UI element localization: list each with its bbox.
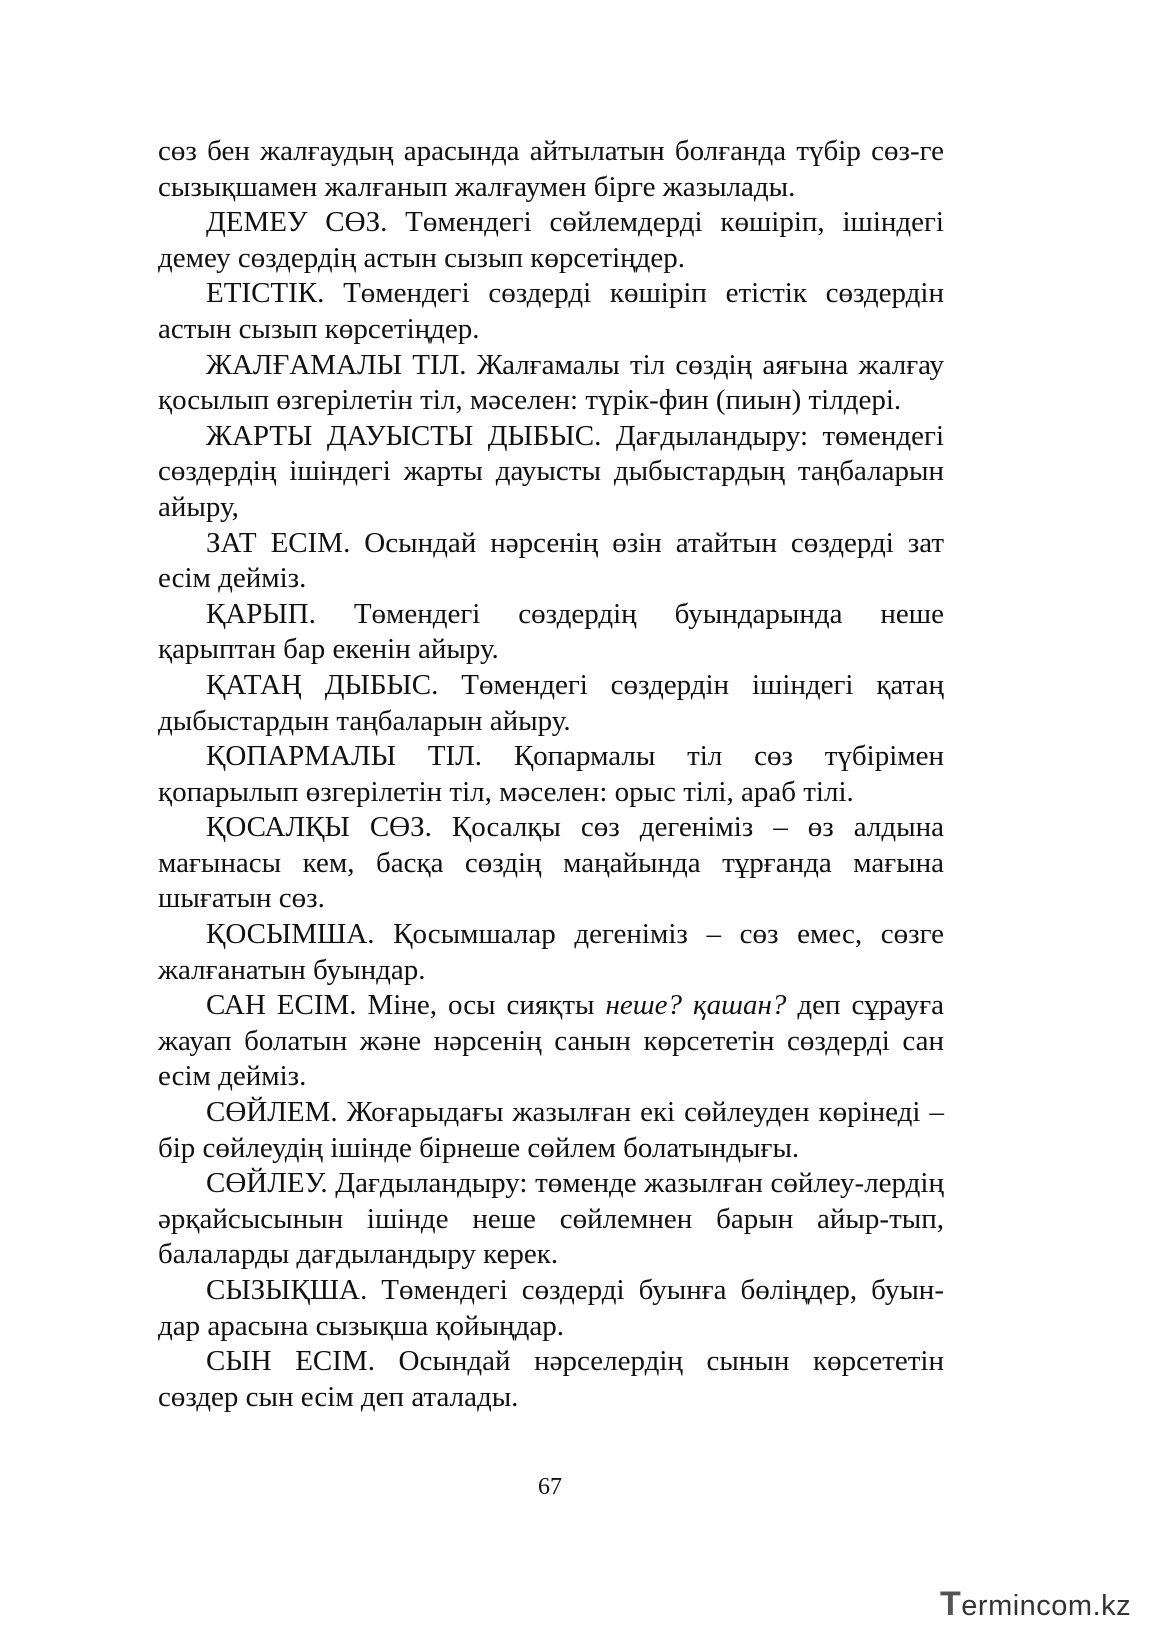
paragraph-koparmaly-til: ҚОПАРМАЛЫ ТІЛ. Қопармалы тіл сөз түбірімен қопарылып өзгерілетін тіл, мәселен: орыс тілі, араб тілі.: [158, 740, 944, 808]
paragraph-katan-dybys: ҚАТАҢ ДЫБЫС. Төмендегі сөздердін ішіндегі қатаң дыбыстардын таңбаларын айыру.: [158, 668, 944, 737]
san-esim-text-start: САН ЕСІМ. Міне, осы сияқты: [206, 989, 606, 1022]
paragraph-karyp: ҚАРЫП. Төмендегі сөздердің буындарында неше қарыптан бар екенін айыру.: [158, 597, 944, 666]
paragraph-san-esim: [158, 988, 944, 1095]
paragraph-soileu: СӨЙЛЕУ. Дағдыландыру: төменде жазылған сөйлеу-лердің әрқайсысынын ішінде неше сөйлемнен барын айыр-тып, балаларды дағдыландыру керек.: [158, 1167, 944, 1271]
page-number: 67: [538, 1474, 562, 1500]
paragraph-soilem: СӨЙЛЕМ. Жоғарыдағы жазылған екі сөйлеуден көрінеді – бір сөйлеудің ішінде бірнеше сөйлем болатындығы.: [158, 1096, 944, 1164]
paragraph-etistik: ЕТІСТІК. Төмендегі сөздерді көшіріп етістік сөздердін астын сызып көрсетіңдер.: [158, 277, 944, 345]
paragraph-syzyksha: СЫЗЫҚША. Төмендегі сөздерді буынға бөліңдер, буын-дар арасына сызықша қойыңдар.: [158, 1274, 944, 1342]
paragraph-zhalgamaly-til: ЖАЛҒАМАЛЫ ТІЛ. Жалғамалы тіл сөздің аяғына жалғау қосылып өзгерілетін тіл, мәселен: түрік-фин (пиын) тілдері.: [158, 348, 944, 417]
page-body: [158, 134, 944, 1415]
paragraph-continuation: сөз бен жалғаудың арасында айтылатын болғанда түбір сөз-ге сызықшамен жалғанып жалғаумен бірге жазылады.: [158, 135, 944, 203]
paragraph-kosymsha: ҚОСЫМША. Қосымшалар дегеніміз – сөз емес, сөзге жалғанатын буындар.: [158, 918, 944, 986]
watermark-logo: [940, 1585, 1131, 1624]
paragraph-zharty-dauysty-dybys: ЖАРТЫ ДАУЫСТЫ ДЫБЫС. Дағдыландыру: төмендегі сөздердің ішіндегі жарты дауысты дыбыстардың таңбаларын айыру,: [158, 419, 944, 523]
paragraph-kosalky-soz: ҚОСАЛҚЫ СӨЗ. Қосалқы сөз дегеніміз – өз алдына мағынасы кем, басқа сөздің маңайында тұрғанда мағына шығатын сөз.: [158, 811, 944, 915]
paragraph-zat-esim: ЗАТ ЕСІМ. Осындай нәрсенің өзін атайтын сөздерді зат есім дейміз.: [158, 526, 944, 595]
paragraph-syn-esim: СЫН ЕСІМ. Осындай нәрселердің сынын көрсететін сөздер сын есім деп аталады.: [158, 1345, 944, 1413]
paragraph-demeu-soz: ДЕМЕУ СӨЗ. Төмендегі сөйлемдерді көшіріп, ішіндегі демеу сөздердің астын сызып көрсетіңдер.: [158, 206, 944, 274]
watermark-first-letter: T: [940, 1585, 962, 1623]
watermark-rest: ermincom.kz: [961, 1590, 1132, 1622]
san-esim-italic-questions: неше? қашан?: [605, 989, 787, 1022]
san-esim-text-end: деп сұрауға жауап болатын және нәрсенің санын көрсететін сөздерді сан есім дейміз.: [158, 989, 945, 1093]
